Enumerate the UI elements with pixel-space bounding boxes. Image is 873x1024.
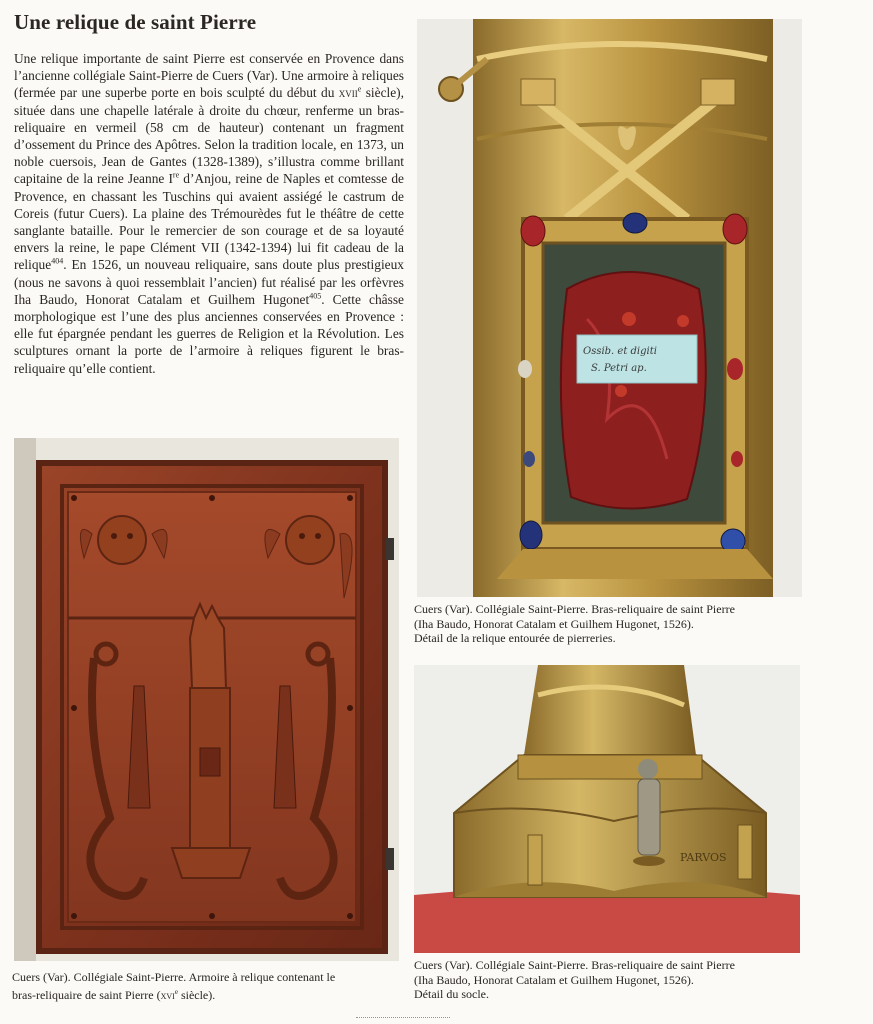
caption-line: Cuers (Var). Collégiale Saint-Pierre. Armoire à relique contenant le — [12, 970, 336, 984]
carved-door-illustration — [14, 438, 399, 961]
base-detail-caption — [414, 958, 735, 1002]
body-text-part: . Cette châsse morphologique est l’une des plus anciennes conservées en Provence : elle fut épargnée pendant les guerres de Religion et la Révolution. Les sculptures ornant la porte de l’armoire à reliques figurent le bras-reliquaire qu’elle contient. — [14, 291, 404, 376]
body-text-part: d’Anjou, reine de Naples et comtesse de Provence, en chassant les Tuschins qui avaient assiégé le castrum de Coreis (futur Cuers). La plaine des Trémourèdes fut le théâtre de cette sanglante bataille. Pour le remercier de son courage et de sa loyauté envers la reine, le pape Clément VII (1342-1394) lui fit cadeau de la relique — [14, 171, 404, 273]
caption-line — [12, 985, 335, 1003]
caption-line: Cuers (Var). Collégiale Saint-Pierre. Bras-reliquaire de saint Pierre — [414, 958, 735, 972]
caption-line: Cuers (Var). Collégiale Saint-Pierre. Bras-reliquaire de saint Pierre — [414, 602, 735, 616]
footnote-ref: 404 — [51, 256, 64, 266]
relic-detail-caption — [414, 602, 735, 646]
caption-text-part: siècle). — [177, 987, 216, 1002]
caption-line: Détail de la relique entourée de pierreries. — [414, 631, 616, 645]
relic-label-line2: S. Petri ap. — [591, 363, 647, 374]
body-text-part: Une relique importante de saint Pierre est conservée en Provence dans l’ancienne collégiale Saint-Pierre de Cuers (Var). Une armoire à reliques (fermée par une superbe porte en bois sculpté du début du — [14, 51, 404, 101]
caption-line: Détail du socle. — [414, 987, 489, 1001]
page-title: Une relique de saint Pierre — [14, 10, 257, 34]
century-numeral: xvii — [338, 85, 358, 101]
century-numeral: xvi — [160, 987, 175, 1002]
base-inscription: PARVOS — [680, 851, 727, 864]
body-paragraph — [14, 50, 404, 377]
superscript: e — [174, 987, 178, 996]
body-text-part: . En 1526, un nouveau reliquaire, sans doute plus prestigieux (nous ne savons à quoi ressemblait l’ancien) fut réalisé par les orfèvres Iha Baudo, Honorat Catalam et Guilhem Hugonet — [14, 257, 404, 307]
reliquary-base-illustration — [414, 665, 800, 953]
footnote-ref: 405 — [309, 291, 322, 301]
caption-line: (Iha Baudo, Honorat Catalam et Guilhem Hugonet, 1526). — [414, 616, 694, 631]
relic-detail-illustration — [417, 19, 802, 597]
carved-door-photo — [14, 438, 399, 961]
relic-label-line1: Ossib. et digiti — [583, 346, 657, 357]
relic-detail-photo — [417, 19, 802, 597]
door-caption — [12, 970, 335, 1002]
caption-line: (Iha Baudo, Honorat Catalam et Guilhem Hugonet, 1526). — [414, 972, 694, 987]
superscript: re — [172, 170, 180, 180]
caption-text-part: bras-reliquaire de saint Pierre ( — [12, 987, 161, 1002]
body-text-part: siècle), située dans une chapelle latérale à droite du chœur, renferme un bras-reliquaire en vermeil (58 cm de hauteur) contenant un fragment d’ossement du Prince des Apôtres. Selon la tradition locale, en 1373, un noble cuersois, Jean de Gantes (1328-1389), s’illustra comme brillant capitaine de la reine Jeanne I — [14, 85, 404, 187]
superscript: e — [357, 84, 362, 94]
footer-divider — [356, 1017, 450, 1019]
reliquary-base-photo — [414, 665, 800, 953]
